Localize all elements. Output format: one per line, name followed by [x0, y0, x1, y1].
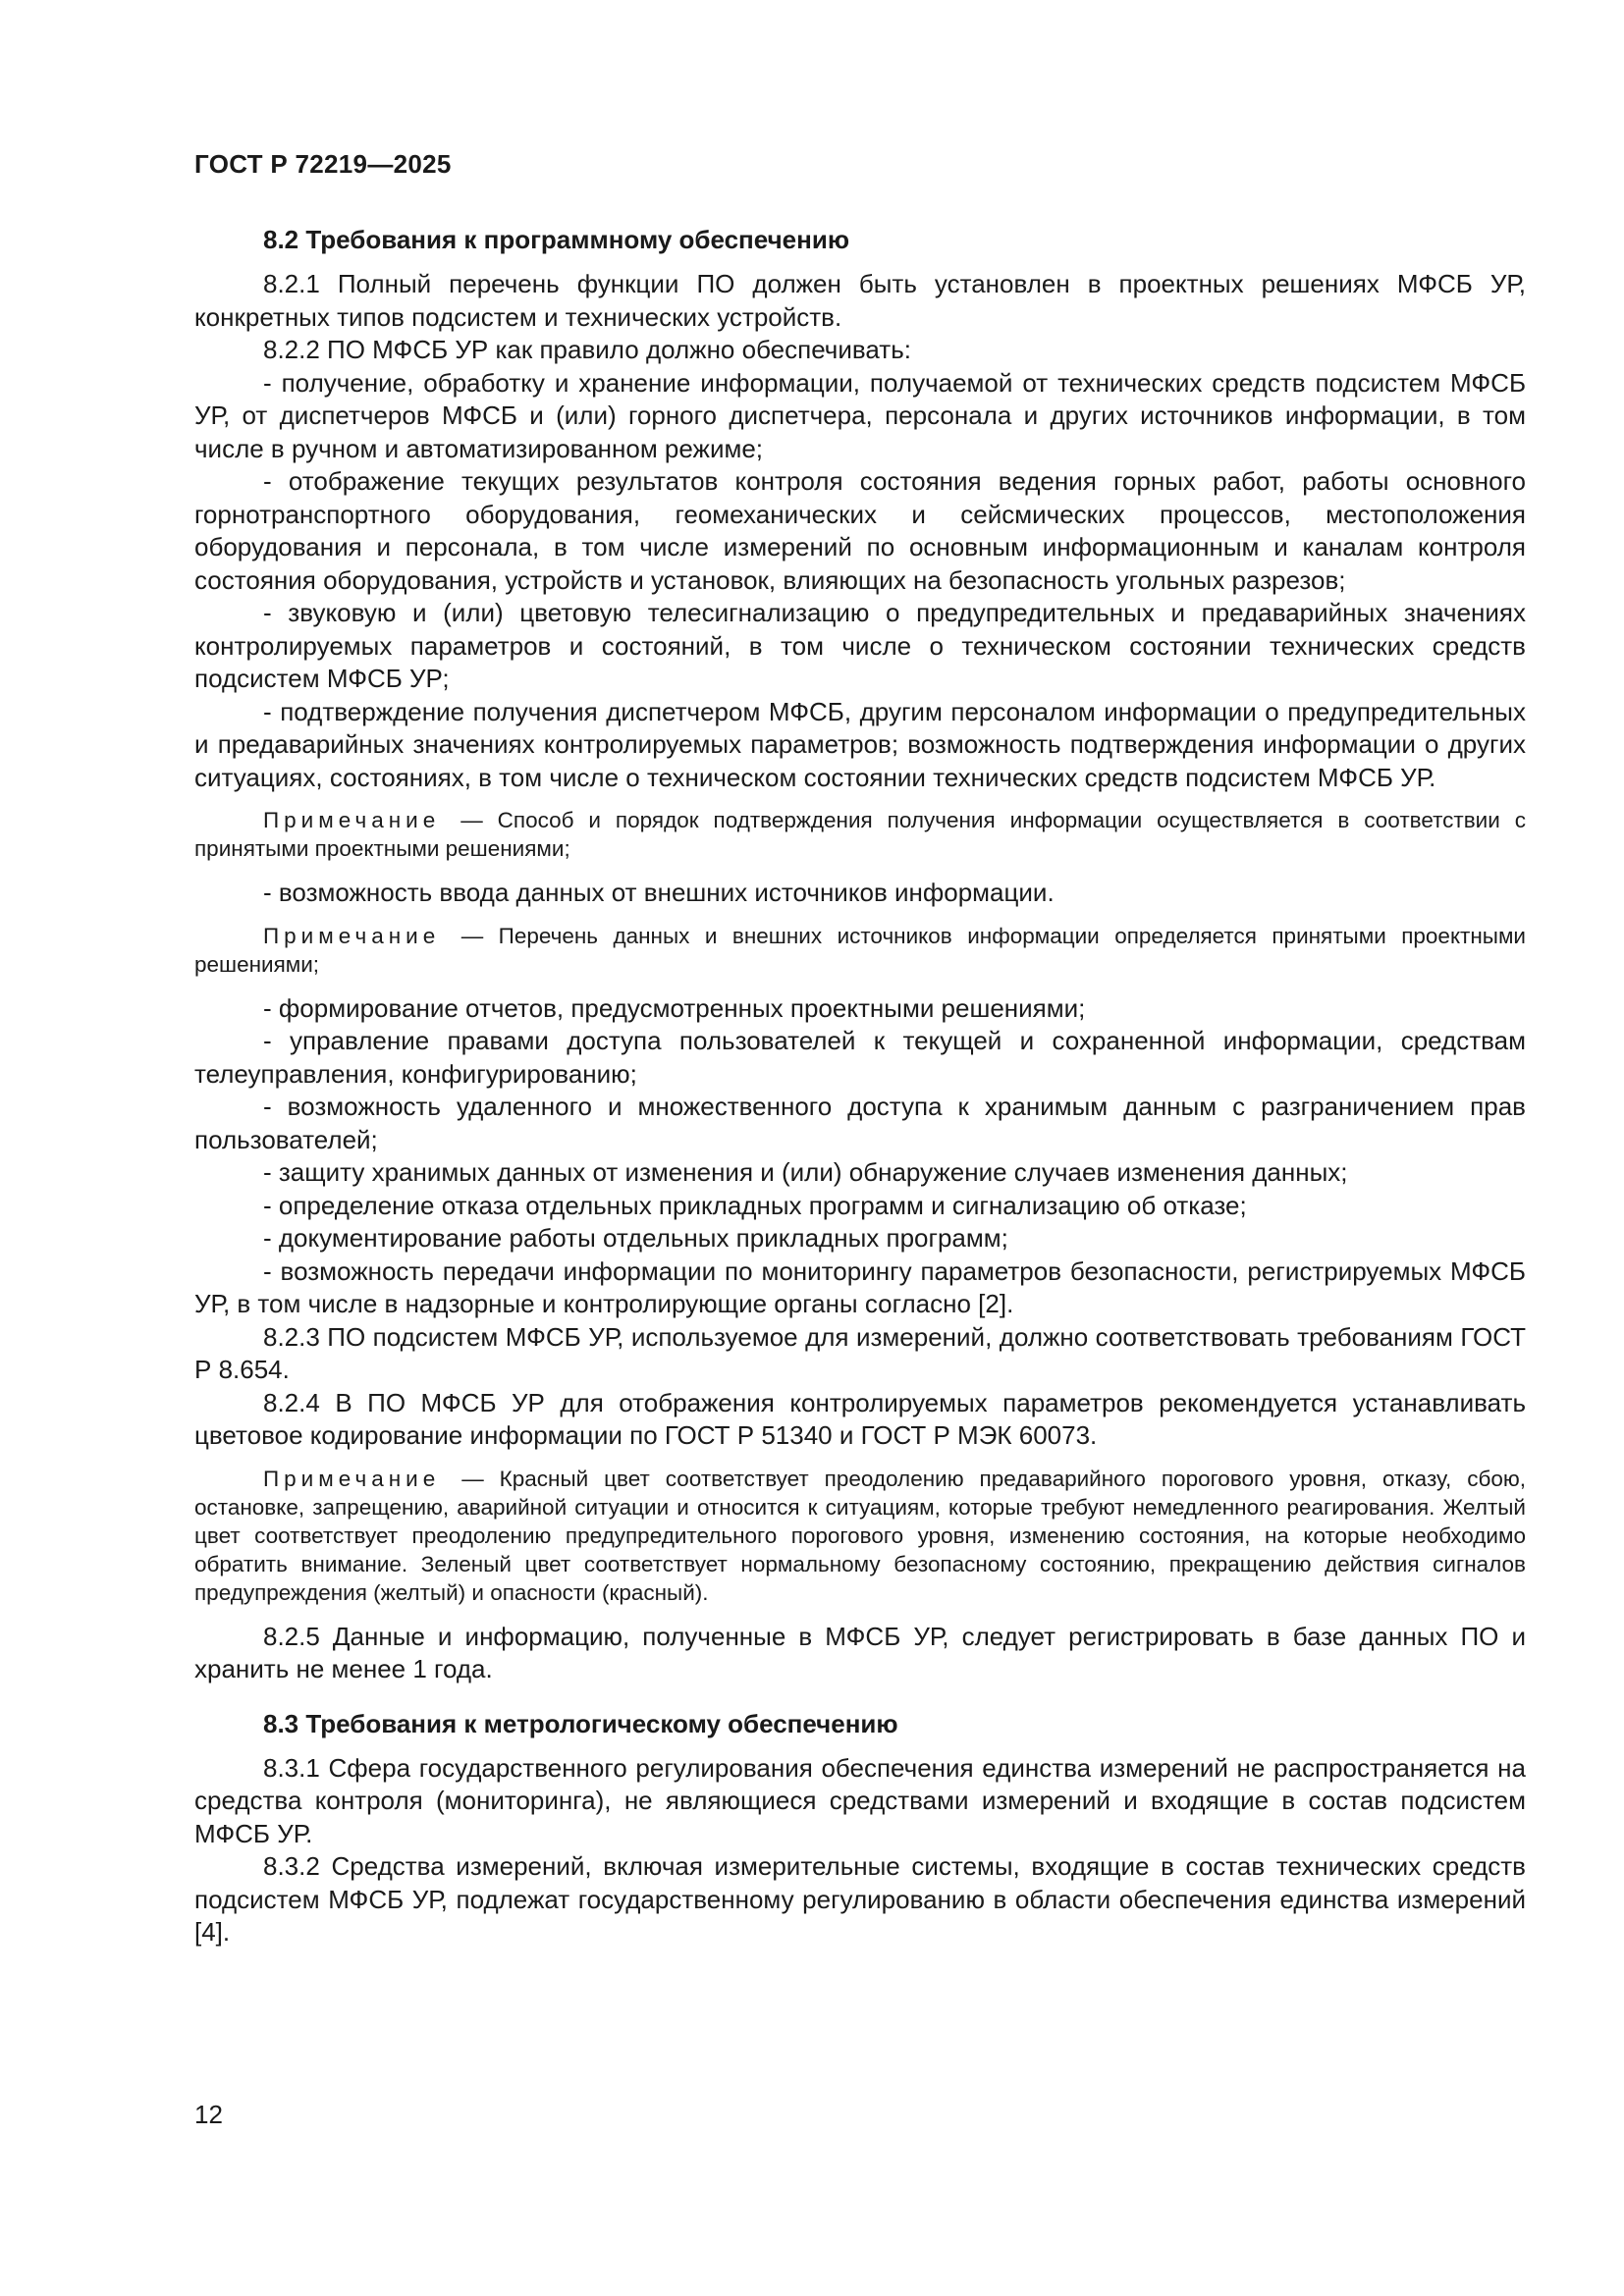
note-label: Примечание	[263, 923, 441, 948]
list-item: - отображение текущих результатов контроля состояния ведения горных работ, работы основного горнотранспортного оборудования, геомеханических и сейсмических процессов, местоположения оборудования и персонала, в том числе измерений по основным информационным и каналам контроля состояния оборудования, устройств и установок, влияющих на безопасность угольных разрезов;	[194, 466, 1526, 595]
list-item: - возможность ввода данных от внешних источников информации.	[263, 878, 1055, 907]
paragraph-8-2-3: 8.2.3 ПО подсистем МФСБ УР, используемое для измерений, должно соответствовать требованиям ГОСТ Р 8.654.	[194, 1321, 1526, 1384]
paragraph-8-2-1: 8.2.1 Полный перечень функции ПО должен быть установлен в проектных решениях МФСБ УР, конкретных типов подсистем и технических устройств.	[194, 269, 1526, 332]
list-item: - управление правами доступа пользователей к текущей и сохраненной информации, средствам телеуправления, конфигурированию;	[194, 1026, 1526, 1089]
list-item: - возможность удаленного и множественного доступа к хранимым данным с разграничением прав пользователей;	[194, 1092, 1526, 1154]
list-item: - возможность передачи информации по мониторингу параметров безопасности, регистрируемых МФСБ УР, в том числе в надзорные и контролирующие органы согласно [2].	[194, 1255, 1526, 1318]
page-number: 12	[194, 2100, 223, 2129]
paragraph-8-2-4: 8.2.4 В ПО МФСБ УР для отображения контролируемых параметров рекомендуется устанавливать цветовое кодирование информации по ГОСТ Р 51340 и ГОСТ Р МЭК 60073.	[194, 1387, 1526, 1450]
note-text: — Красный цвет соответствует преодолению предаварийного порогового уровня, отказу, сбою, остановке, запрещению, аварийной ситуации и относится к ситуациям, которые требуют немедленного реагирования. Желтый цвет соответствует преодолению предупредительного порогового уровня, изменению состояния, на которые необходимо обратить внимание. Зеленый цвет соответствует нормальному безопасному состоянию, прекращению действия сигналов предупреждения (желтый) и опасности (красный).	[194, 1466, 1526, 1605]
list-item: - получение, обработку и хранение информации, получаемой от технических средств подсистем МФСБ УР, от диспетчеров МФСБ и (или) горного диспетчера, персонала и других источников информации, в том числе в ручном и автоматизированном режиме;	[194, 367, 1526, 463]
list-item: - звуковую и (или) цветовую телесигнализацию о предупредительных и предаварийных значениях контролируемых параметров и состояний, в том числе о техническом состоянии технических средств подсистем МФСБ УР;	[194, 598, 1526, 693]
section-heading-8-3: 8.3 Требования к метрологическому обеспечению	[263, 1708, 898, 1738]
section-heading-8-2: 8.2 Требования к программному обеспечению	[263, 225, 850, 254]
list-item: - документирование работы отдельных прикладных программ;	[263, 1223, 1008, 1253]
note-2	[194, 922, 1526, 979]
list-item: - определение отказа отдельных прикладных программ и сигнализацию об отказе;	[263, 1190, 1247, 1220]
list-item: - подтверждение получения диспетчером МФСБ, другим персоналом информации о предупредительных и предаварийных значениях контролируемых параметров; возможность подтверждения информации о других ситуациях, состояниях, в том числе о техническом состоянии технических средств подсистем МФСБ УР.	[194, 696, 1526, 792]
note-text: — Способ и порядок подтверждения получения информации осуществляется в соответствии с принятыми проектными решениями;	[194, 808, 1526, 861]
document-header: ГОСТ Р 72219—2025	[194, 149, 452, 179]
paragraph-8-3-1: 8.3.1 Сфера государственного регулирования обеспечения единства измерений не распространяется на средства контроля (мониторинга), не являющиеся средствами измерений и входящие в состав подсистем МФСБ УР.	[194, 1752, 1526, 1848]
document-body	[194, 224, 1526, 1949]
note-label: Примечание	[263, 808, 441, 832]
paragraph-8-2-5: 8.2.5 Данные и информацию, полученные в МФСБ УР, следует регистрировать в базе данных ПО и хранить не менее 1 года.	[194, 1621, 1526, 1683]
note-text: — Перечень данных и внешних источников информации определяется принятыми проектными решениями;	[194, 923, 1526, 977]
paragraph-8-2-2: 8.2.2 ПО МФСБ УР как правило должно обеспечивать:	[263, 335, 911, 364]
note-1	[194, 806, 1526, 863]
paragraph-8-3-2: 8.3.2 Средства измерений, включая измерительные системы, входящие в состав технических средств подсистем МФСБ УР, подлежат государственному регулированию в области обеспечения единства измерений [4].	[194, 1851, 1526, 1947]
note-label: Примечание	[263, 1466, 441, 1491]
note-3	[194, 1465, 1526, 1607]
list-item: - формирование отчетов, предусмотренных проектными решениями;	[263, 992, 1086, 1023]
list-item: - защиту хранимых данных от изменения и (или) обнаружение случаев изменения данных;	[263, 1157, 1348, 1187]
